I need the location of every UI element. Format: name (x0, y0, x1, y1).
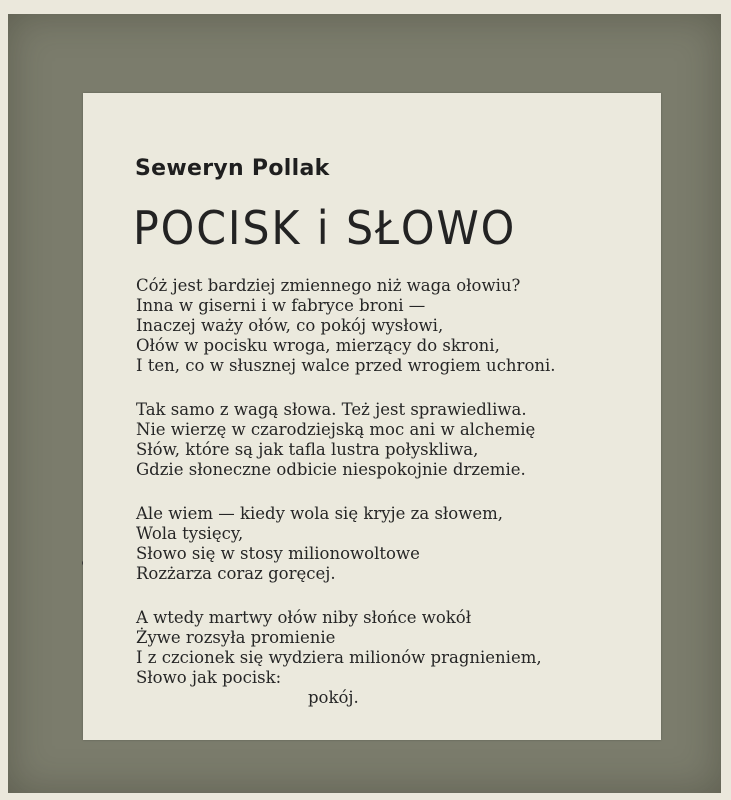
stanza-2 (136, 400, 656, 480)
stanza-4 (136, 608, 656, 708)
poem-line: Słów, które są jak tafla lustra połyskliwa, (136, 440, 479, 459)
poem-line: Inna w giserni i w fabryce broni — (136, 296, 426, 315)
poem-page (83, 93, 661, 740)
poem-line: I z czcionek się wydziera milionów pragnieniem, (136, 648, 542, 667)
poem-line: Żywe rozsyła promienie (136, 628, 336, 647)
poem-title: POCISK i SŁOWO (133, 201, 517, 255)
stanza-1 (136, 276, 656, 376)
poem-line: Wola tysięcy, (136, 524, 244, 543)
poem-line: Inaczej waży ołów, co pokój wysłowi, (136, 316, 444, 335)
poem-line: Ale wiem — kiedy wola się kryje za słowem, (136, 504, 503, 523)
poem-line: Tak samo z wagą słowa. Też jest sprawiedliwa. (136, 400, 527, 419)
author-name: Seweryn Pollak (135, 156, 330, 181)
dark-mount-frame (8, 14, 721, 793)
poem-final-line: pokój. (308, 688, 359, 707)
poem-line: Cóż jest bardziej zmiennego niż waga ołowiu? (136, 276, 521, 295)
poem-line: Słowo jak pocisk: (136, 668, 282, 687)
poem-line: Słowo się w stosy milionowoltowe (136, 544, 420, 563)
poem-body (136, 276, 656, 732)
poem-line: A wtedy martwy ołów niby słońce wokół (136, 608, 472, 627)
poem-line: Nie wierzę w czarodziejską moc ani w alchemię (136, 420, 536, 439)
poem-line: Gdzie słoneczne odbicie niespokojnie drzemie. (136, 460, 526, 479)
stanza-3 (136, 504, 656, 584)
poem-line: Ołów w pocisku wroga, mierzący do skroni, (136, 336, 500, 355)
poem-line: Rozżarza coraz goręcej. (136, 564, 336, 583)
poem-line: I ten, co w słusznej walce przed wrogiem uchroni. (136, 356, 556, 375)
